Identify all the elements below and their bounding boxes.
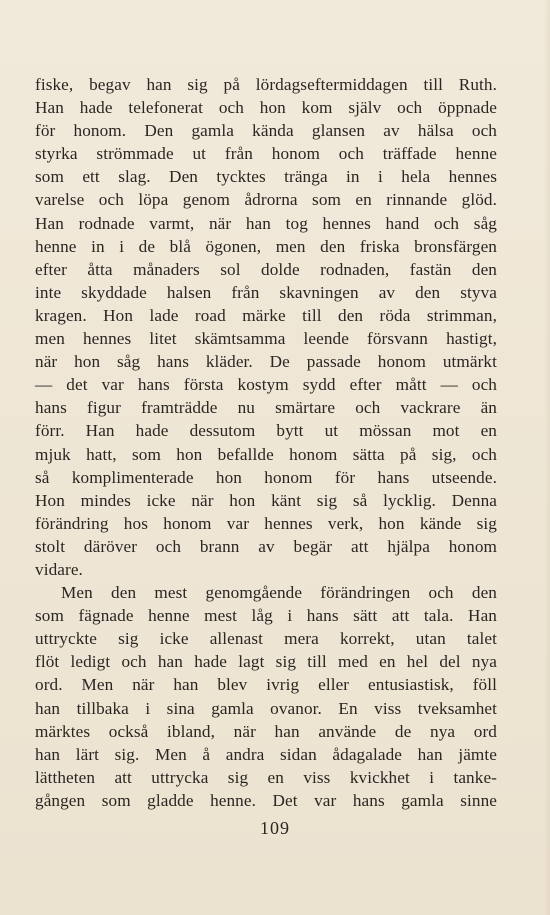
text-line: styrka strömmade ut från honom och träffade henne	[35, 144, 497, 164]
text-line: Han rodnade varmt, när han tog hennes hand och såg	[35, 213, 497, 233]
text-line: märktes också ibland, när han använde de nya ord	[35, 721, 497, 741]
text-line: lättheten att uttrycka sig en viss kvickhet i tanke-	[35, 767, 497, 787]
text-line: så komplimenterade hon honom för hans utseende.	[35, 467, 497, 487]
text-line: ord. Men när han blev ivrig eller entusiastisk, föll	[35, 675, 497, 695]
text-line: fiske, begav han sig på lördagseftermiddagen till Ruth.	[35, 75, 497, 94]
text-line: inte skyddade halsen från skavningen av den styva	[35, 282, 497, 302]
text-line: hans figur framträdde nu smärtare och vackrare än	[35, 398, 497, 418]
text-line: förr. Han hade dessutom bytt ut mössan mot en	[35, 421, 497, 441]
text-line: som fägnade henne mest låg i hans sätt att tala. Han	[35, 606, 497, 626]
body-text	[35, 73, 497, 812]
text-line: för honom. Den gamla kända glansen av hälsa och	[35, 121, 497, 141]
text-line: som ett slag. Den tycktes tränga in i hela hennes	[35, 167, 497, 187]
text-line: han tillbaka i sina gamla ovanor. En viss tveksamhet	[35, 698, 497, 718]
text-line-paragraph-start: Men den mest genomgående förändringen och den	[61, 583, 497, 603]
text-line: stolt däröver och brann av begär att hjälpa honom	[35, 536, 497, 556]
text-line-paragraph-end: vidare.	[35, 559, 83, 579]
text-line: Hon mindes icke när hon känt sig så lycklig. Denna	[35, 490, 497, 510]
text-line: henne in i de blå ögonen, men den friska bronsfärgen	[35, 236, 497, 256]
text-line: förändring hos honom var hennes verk, hon kände sig	[35, 513, 497, 533]
text-line: Han hade telefonerat och hon kom själv och öppnade	[35, 98, 497, 118]
text-line: flöt ledigt och han hade lagt sig till med en hel del nya	[35, 652, 497, 672]
text-line: varelse och löpa genom ådrorna som en rinnande glöd.	[35, 190, 497, 210]
text-line: uttryckte sig icke allenast mera korrekt, utan talet	[35, 629, 497, 649]
page-edge-shadow	[544, 0, 550, 915]
text-line: när hon såg hans kläder. De passade honom utmärkt	[35, 352, 497, 372]
text-line: men hennes litet skämtsamma leende försvann hastigt,	[35, 329, 497, 349]
text-line: kragen. Hon lade road märke till den röda strimman,	[35, 305, 497, 325]
page-number: 109	[260, 818, 290, 838]
text-line: gången som gladde henne. Det var hans gamla sinne	[35, 790, 497, 810]
text-line: — det var hans första kostym sydd efter mått — och	[35, 375, 497, 395]
text-line: efter åtta månaders sol dolde rodnaden, fastän den	[35, 259, 497, 279]
text-line: mjuk hatt, som hon befallde honom sätta på sig, och	[35, 444, 497, 464]
text-line: han lärt sig. Men å andra sidan ådagalade han jämte	[35, 744, 497, 764]
